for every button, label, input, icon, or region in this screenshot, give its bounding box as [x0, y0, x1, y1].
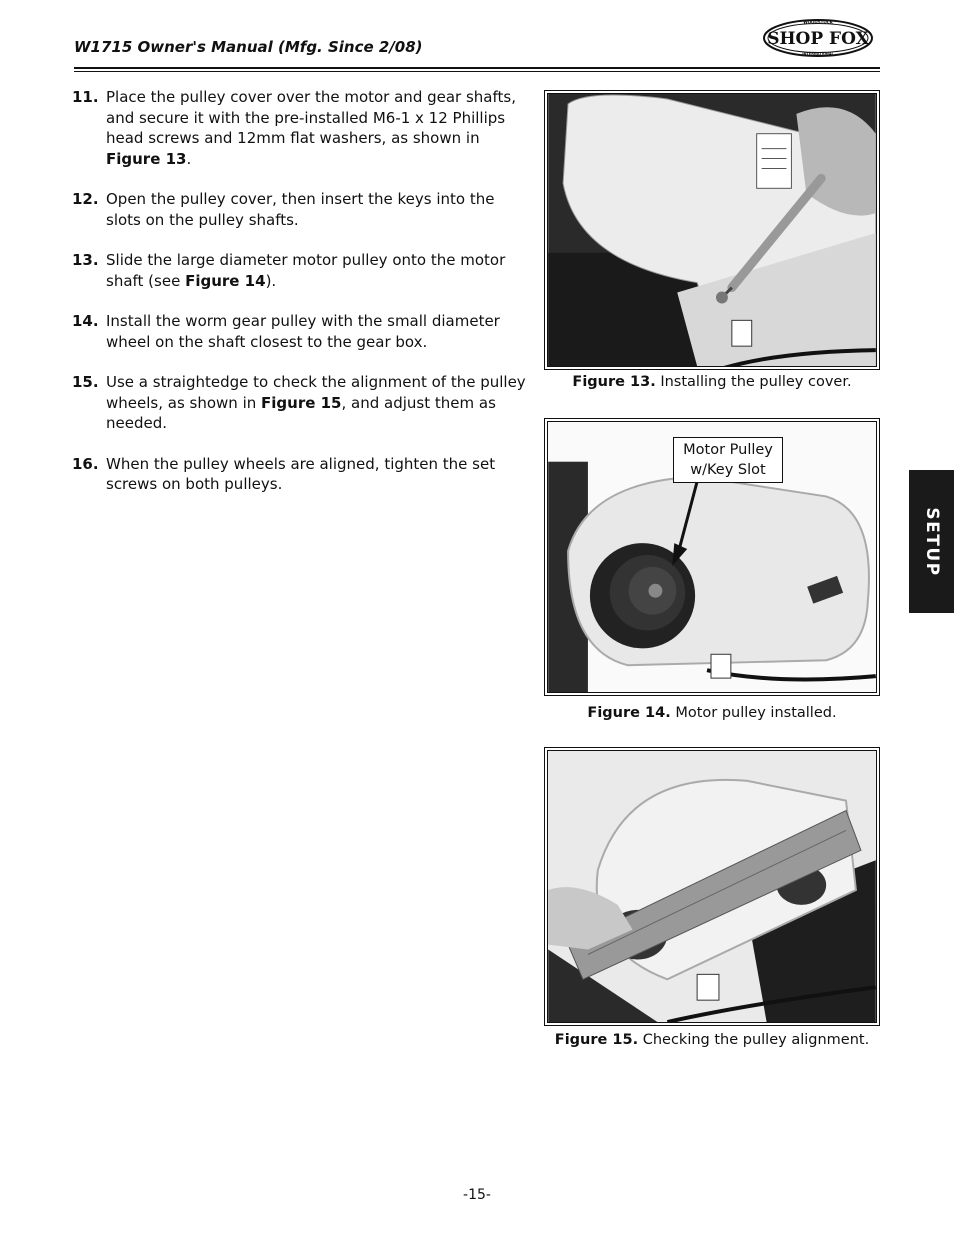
- header-rule: [74, 67, 880, 69]
- header-rule-thin: [74, 71, 880, 72]
- pulley-cover-install-illustration: [547, 93, 877, 367]
- step-11: [72, 87, 527, 169]
- motor-pulley-callout: [673, 437, 783, 483]
- step-text: Slide the large diameter motor pulley onto the motor shaft (see: [106, 251, 506, 290]
- figure-15-photo: [544, 747, 880, 1026]
- step-text-end: , and adjust them as needed.: [106, 393, 496, 432]
- callout-line-2: w/Key Slot: [690, 462, 766, 478]
- shop-fox-logo: [762, 18, 874, 58]
- step-14: [72, 311, 527, 352]
- figure-label: Figure 13.: [572, 374, 656, 390]
- logo-text: SHOP FOX: [767, 29, 869, 49]
- logo-small-top: WOODSTOCK: [803, 19, 833, 25]
- figure-caption-text: Checking the pulley alignment.: [638, 1032, 870, 1048]
- figure-13-caption: [544, 374, 880, 390]
- step-number: 16.: [72, 454, 99, 473]
- step-number: 15.: [72, 373, 99, 391]
- step-16: [72, 454, 527, 495]
- figure-reference: Figure 14: [185, 271, 266, 290]
- figure-label: Figure 15.: [554, 1032, 639, 1048]
- figure-15-caption: [544, 1032, 880, 1048]
- step-text: Open the pulley cover, then insert the keys into the slots on the pulley shafts.: [106, 190, 495, 229]
- step-number: 14.: [72, 312, 99, 330]
- figure-label: Figure 14.: [587, 705, 671, 721]
- step-12: [72, 189, 527, 230]
- step-text: Place the pulley cover over the motor and gear shafts, and secure it with the pre-installed M6-1 x 12 Phillips head screws and 12mm flat washers, as shown in: [106, 88, 516, 147]
- figure-reference: Figure 15: [261, 393, 342, 412]
- step-number: 13.: [72, 251, 99, 269]
- figure-13-photo: [544, 90, 880, 370]
- section-tab: [909, 470, 954, 613]
- logo-small-bottom: INTERNATIONAL: [802, 52, 834, 56]
- section-tab-label: SETUP: [921, 506, 942, 577]
- step-13: [72, 250, 527, 291]
- step-text: When the pulley wheels are aligned, tighten the set screws on both pulleys.: [106, 454, 496, 493]
- step-list: [72, 87, 527, 515]
- step-text: Install the worm gear pulley with the small diameter wheel on the shaft closest to the gear box.: [106, 312, 500, 351]
- step-text: Use a straightedge to check the alignment of the pulley wheels, as shown in: [106, 373, 526, 412]
- figure-caption-text: Motor pulley installed.: [670, 705, 837, 721]
- manual-title: W1715 Owner's Manual (Mfg. Since 2/08): [74, 38, 423, 56]
- step-number: 12.: [72, 190, 99, 208]
- step-15: [72, 372, 527, 434]
- step-number: 11.: [72, 88, 99, 106]
- pulley-alignment-illustration: [547, 750, 877, 1023]
- figure-caption-text: Installing the pulley cover.: [655, 374, 852, 390]
- step-text-end: ).: [265, 271, 277, 290]
- page-number: -15-: [463, 1187, 491, 1203]
- step-text-end: .: [186, 149, 192, 168]
- callout-line-1: Motor Pulley: [683, 442, 773, 458]
- figure-reference: Figure 13: [106, 149, 187, 168]
- figure-14-caption: [544, 705, 880, 721]
